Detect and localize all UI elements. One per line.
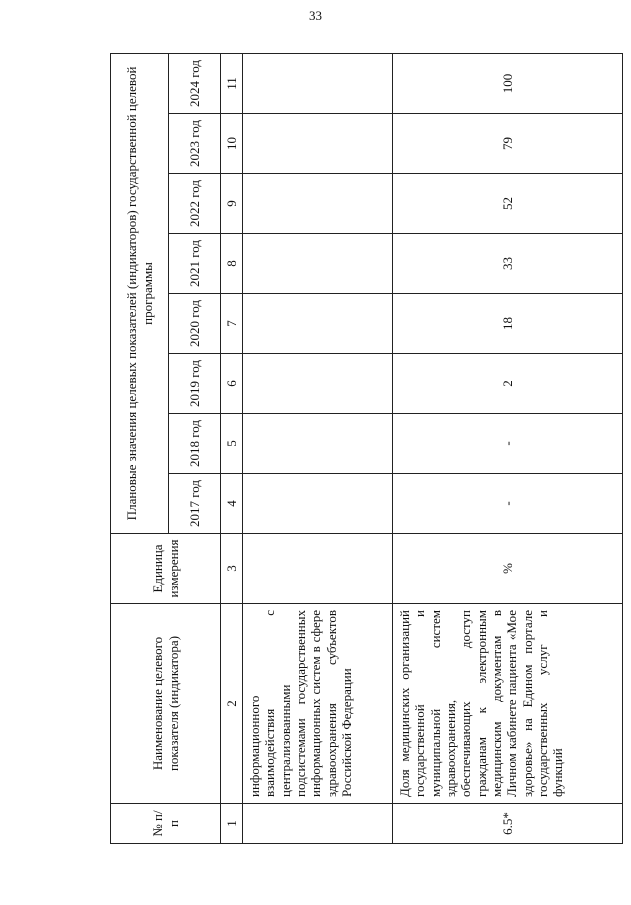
row-indicator-name: информационного взаимодействия с централизованными подсистемами государственных информационных систем в сфере здравоохранения субъектов Российской Федерации xyxy=(243,604,393,804)
indicators-table xyxy=(110,53,623,844)
row-value-2023: 79 xyxy=(393,114,623,174)
header-unit: Единица измерения xyxy=(111,534,221,604)
column-number-row xyxy=(221,53,243,843)
row-value-2019: 2 xyxy=(393,354,623,414)
row-value-2021 xyxy=(243,234,393,294)
row-value-2017 xyxy=(243,474,393,534)
rotated-table-wrapper xyxy=(110,54,622,844)
header-year-2021: 2021 год xyxy=(169,234,221,294)
row-num: 6.5* xyxy=(393,804,623,844)
header-name: Наименование целевого показателя (индикатора) xyxy=(111,604,221,804)
header-year-2020: 2020 год xyxy=(169,294,221,354)
column-number: 6 xyxy=(221,354,243,414)
column-number: 11 xyxy=(221,53,243,113)
table-row xyxy=(393,53,623,843)
column-number: 3 xyxy=(221,534,243,604)
header-year-2018: 2018 год xyxy=(169,414,221,474)
column-number: 4 xyxy=(221,474,243,534)
header-year-2017: 2017 год xyxy=(169,474,221,534)
row-value-2020: 18 xyxy=(393,294,623,354)
column-number: 5 xyxy=(221,414,243,474)
header-year-2019: 2019 год xyxy=(169,354,221,414)
row-value-2021: 33 xyxy=(393,234,623,294)
row-value-2018: - xyxy=(393,414,623,474)
row-value-2018 xyxy=(243,414,393,474)
row-value-2019 xyxy=(243,354,393,414)
column-number: 7 xyxy=(221,294,243,354)
row-value-2022: 52 xyxy=(393,174,623,234)
table-row xyxy=(243,53,393,843)
header-num: № п/п xyxy=(111,804,221,844)
row-unit xyxy=(243,534,393,604)
header-plan: Плановые значения целевых показателей (индикаторов) государственной целевой программы xyxy=(111,53,169,533)
row-unit: % xyxy=(393,534,623,604)
column-number: 10 xyxy=(221,114,243,174)
column-number: 9 xyxy=(221,174,243,234)
row-value-2020 xyxy=(243,294,393,354)
row-value-2022 xyxy=(243,174,393,234)
row-indicator-name: Доля медицинских организаций государственной и муниципальной систем здравоохранения, обеспечивающих доступ гражданам к электронным медицинским документам в Личном кабинете пациента «Мое здоровье» на Едином портале государственных услуг и функций xyxy=(393,604,623,804)
column-number: 2 xyxy=(221,604,243,804)
row-value-2023 xyxy=(243,114,393,174)
row-value-2024 xyxy=(243,53,393,113)
header-year-2023: 2023 год xyxy=(169,114,221,174)
row-num xyxy=(243,804,393,844)
column-number: 1 xyxy=(221,804,243,844)
column-number: 8 xyxy=(221,234,243,294)
header-year-2022: 2022 год xyxy=(169,174,221,234)
page-number: 33 xyxy=(309,8,322,23)
row-value-2017: - xyxy=(393,474,623,534)
row-value-2024: 100 xyxy=(393,53,623,113)
header-year-2024: 2024 год xyxy=(169,53,221,113)
